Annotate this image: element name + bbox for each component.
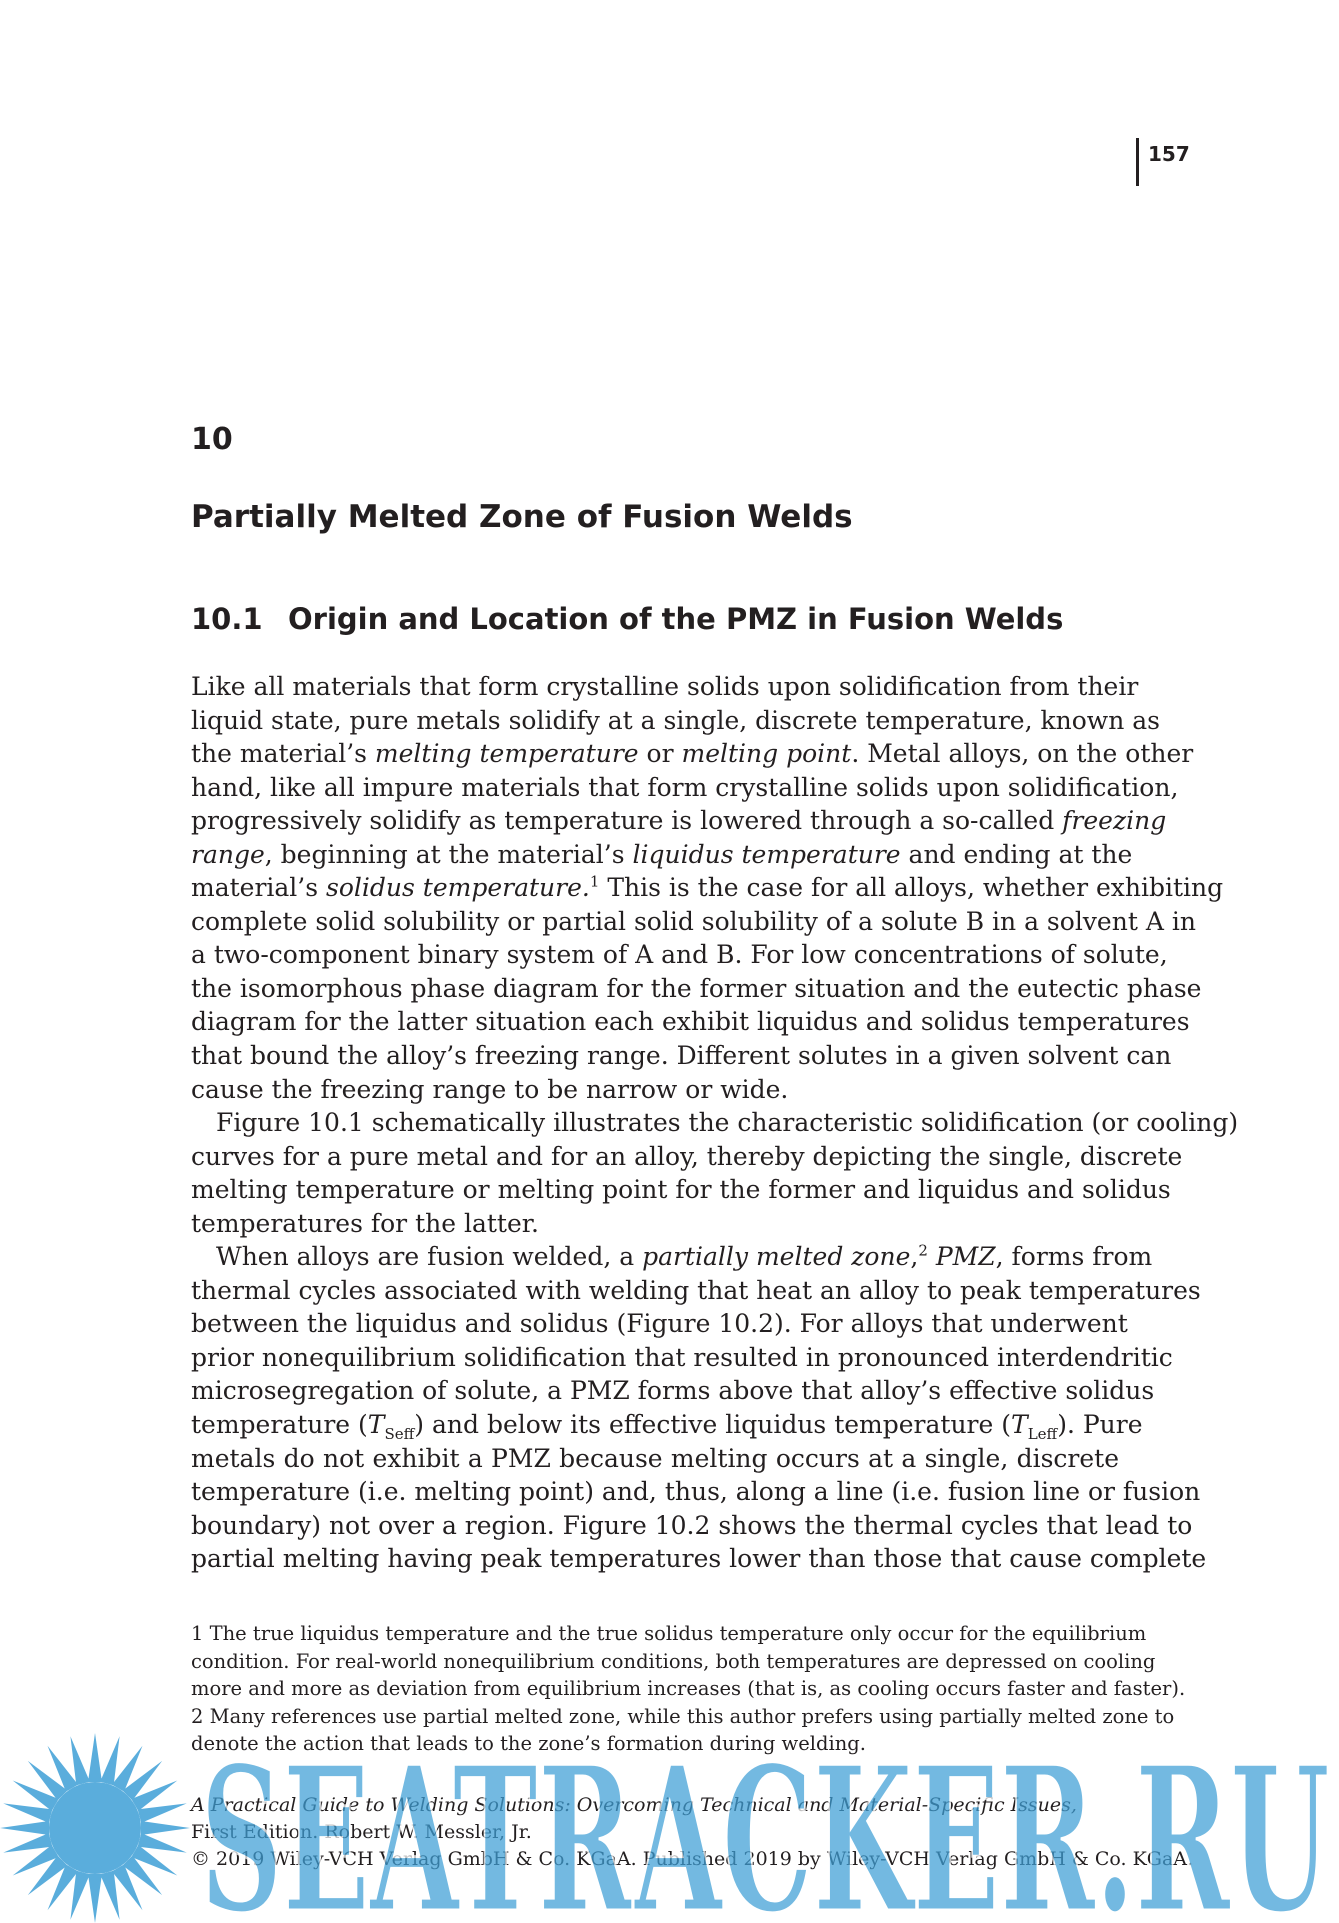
text-line: temperature $(T_{Seff})$ and below its effective liquidus temperature $(T_{Leff})$. Pure [191, 1410, 1143, 1444]
watermark-text: SEATRACKER.RU [200, 1723, 1330, 1923]
book-title: A Practical Guide to Welding Solutions: Overcoming Technical and Material-Specific Issues, [191, 1794, 1077, 1816]
sun-burst-icon [0, 1732, 190, 1923]
text-line: hand, like all impure materials that form crystalline solids upon solidification, [191, 772, 1179, 802]
text-line: temperatures for the latter. [191, 1208, 539, 1238]
text-line: between the liquidus and solidus (Figure 10.2). For alloys that underwent [191, 1309, 1128, 1339]
section-title: Origin and Location of the PMZ in Fusion Welds [288, 602, 1064, 636]
edition-author: First Edition. Robert W. Messler, Jr. [191, 1821, 532, 1843]
watermark [200, 1723, 1335, 1923]
text-line: diagram for the latter situation each exhibit liquidus and solidus temperatures [191, 1007, 1190, 1037]
term-partially-melted-zone: partially melted zone [642, 1242, 911, 1272]
footnote-2-line: 2 Many references use partial melted zone, while this author prefers using partially melted zone to [191, 1704, 1175, 1728]
text-line: progressively solidify as temperature is lowered through a so-called freezing [191, 806, 1167, 836]
text-line: complete solid solubility or partial solid solubility of a solute B in a solvent A in [191, 906, 1196, 936]
footnote-2-line: denote the action that leads to the zone’s formation during welding. [191, 1732, 866, 1755]
text-line: metals do not exhibit a PMZ because melting occurs at a single, discrete [191, 1443, 1119, 1473]
term-melting-point: melting point [681, 739, 852, 769]
text-line: a two-component binary system of A and B. For low concentrations of solute, [191, 940, 1168, 970]
term-freezing-range: range [191, 839, 265, 869]
text-line: When alloys are fusion welded, a partially melted zone,$^2$ PMZ, forms from [216, 1241, 1153, 1272]
text-line: microsegregation of solute, a PMZ forms above that alloy’s effective solidus [191, 1376, 1155, 1406]
term-freezing-range: freezing [1062, 806, 1167, 836]
chapter-number: 10 [191, 422, 233, 457]
term-solidus-temperature: solidus temperature. [326, 873, 590, 903]
text-line: cause the freezing range to be narrow or wide. [191, 1074, 789, 1104]
section-number: 10.1 [191, 602, 263, 636]
text-line: temperature (i.e. melting point) and, thus, along a line (i.e. fusion line or fusion [191, 1477, 1201, 1507]
symbol-t-seff: T [367, 1410, 385, 1440]
footnote-ref-2[interactable]: 2 [918, 1241, 928, 1260]
section-heading [191, 601, 1063, 637]
copyright-line: © 2019 Wiley-VCH Verlag GmbH & Co. KGaA. Published 2019 by Wiley-VCH Verlag GmbH & Co. KGaA. [191, 1848, 1194, 1870]
footnote-1-line: 1 The true liquidus temperature and the true solidus temperature only occur for the equilibrium [191, 1622, 1147, 1645]
term-liquidus-temperature: liquidus temperature [632, 839, 901, 869]
text-line: Figure 10.1 schematically illustrates the characteristic solidification (or cooling) [216, 1108, 1239, 1138]
term-melting-temperature: melting temperature [374, 739, 639, 769]
term-pmz: PMZ [935, 1242, 996, 1272]
body-text [191, 670, 1239, 1576]
text-line: melting temperature or melting point for the former and liquidus and solidus [191, 1175, 1171, 1205]
text-line: liquid state, pure metals solidify at a single, discrete temperature, known as [191, 705, 1160, 735]
text-line: that bound the alloy’s freezing range. Different solutes in a given solvent can [191, 1041, 1172, 1071]
page-number-rule [1136, 138, 1139, 186]
text-line: partial melting having peak temperatures lower than those that cause complete [191, 1544, 1207, 1574]
footnote-1-line: condition. For real-world nonequilibrium conditions, both temperatures are depressed on cooling [191, 1649, 1156, 1673]
text-line: curves for a pure metal and for an alloy, thereby depicting the single, discrete [191, 1141, 1183, 1171]
text-line: boundary) not over a region. Figure 10.2 shows the thermal cycles that lead to [191, 1510, 1193, 1540]
text-line: prior nonequilibrium solidification that resulted in pronounced interdendritic [191, 1342, 1173, 1372]
footnote-ref-1[interactable]: 1 [589, 872, 600, 891]
text-line: material’s solidus temperature.$^1$ This is the case for all alloys, whether exhibiting [191, 872, 1224, 903]
text-line: Like all materials that form crystalline solids upon solidification from their [191, 672, 1139, 701]
text-line: the isomorphous phase diagram for the former situation and the eutectic phase [191, 973, 1202, 1003]
symbol-t-leff: T [1011, 1410, 1028, 1440]
chapter-title: Partially Melted Zone of Fusion Welds [191, 499, 853, 535]
footnote-1-line: more and more as deviation from equilibrium increases (that is, as cooling occurs faster and faster). [191, 1677, 1186, 1700]
text-line: thermal cycles associated with welding that heat an alloy to peak temperatures [191, 1275, 1201, 1305]
page-number: 157 [1148, 142, 1190, 166]
text-line: range, beginning at the material’s liquidus temperature and ending at the [191, 839, 1133, 869]
text-line: the material’s melting temperature or melting point. Metal alloys, on the other [191, 739, 1194, 769]
